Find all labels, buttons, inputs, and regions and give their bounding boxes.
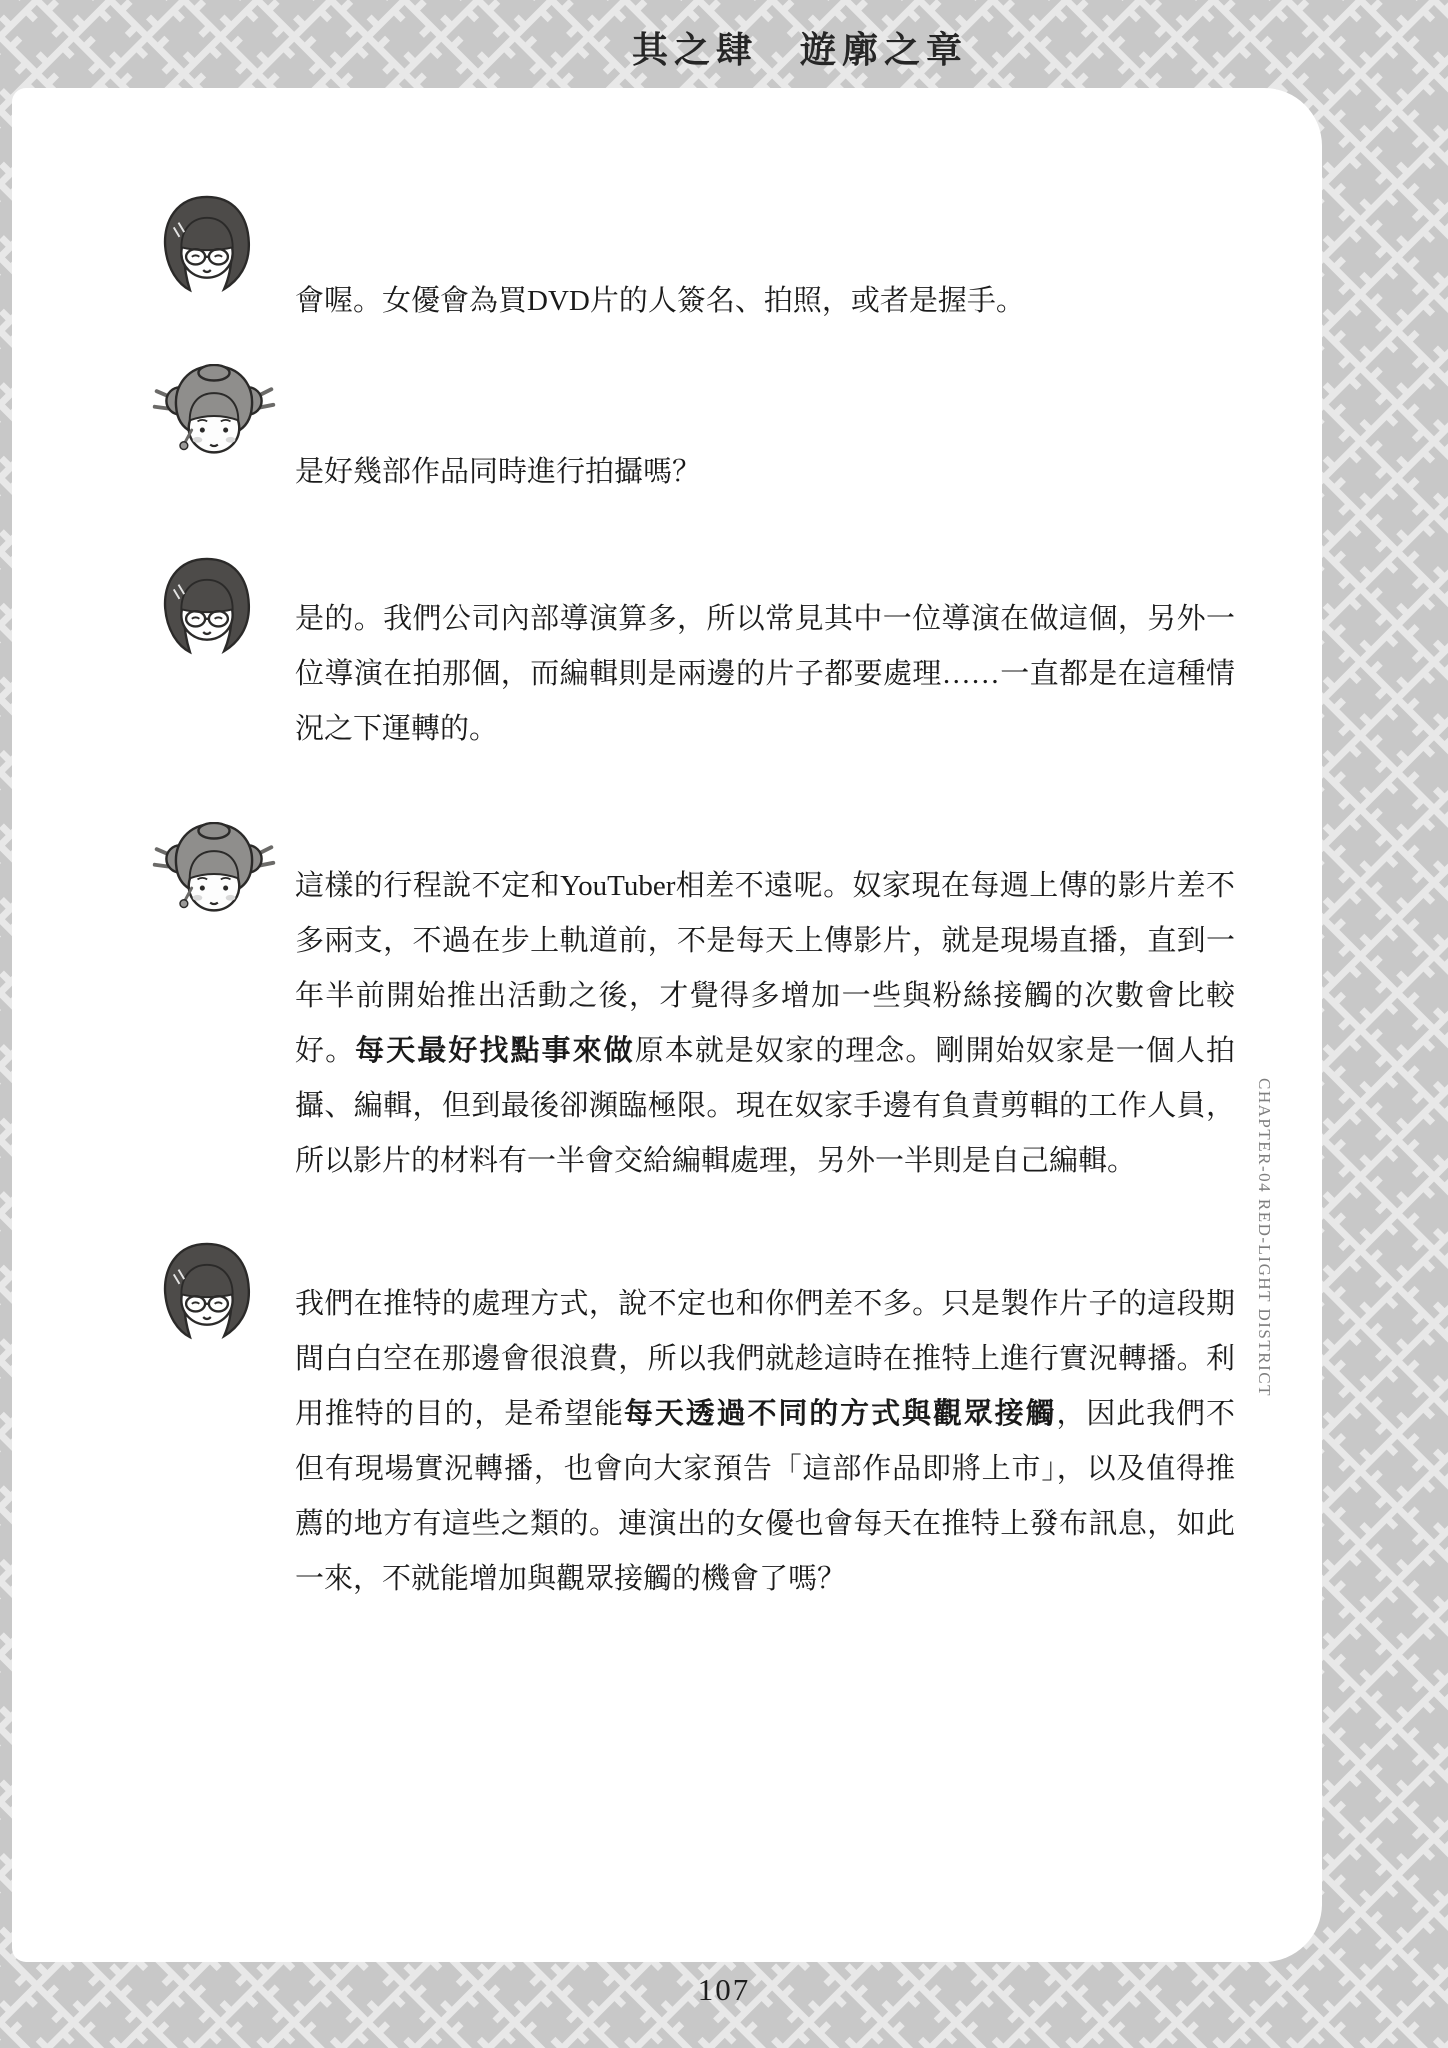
page-sheet bbox=[12, 88, 1322, 1962]
dialogue-segment: 是的。我們公司內部導演算多，所以常見其中一位導演在做這個，另外一位導演在拍那個，而編輯則是兩邊的片子都要處理……一直都是在這種情況之下運轉的。 bbox=[295, 603, 1235, 745]
glasses-woman-avatar bbox=[150, 193, 264, 293]
dialogue-segment: 每天透過不同的方式與觀眾接觸 bbox=[623, 1398, 1057, 1430]
speaker-avatar bbox=[150, 555, 295, 655]
dialogue-segment: 是好幾部作品同時進行拍攝嗎？ bbox=[295, 456, 702, 488]
dialogue-segment: 會喔。女優會為買DVD片的人簽名、拍照，或者是握手。 bbox=[295, 285, 1025, 317]
dialogue-segment: 每天最好找點事來做 bbox=[355, 1035, 635, 1067]
speaker-avatar bbox=[150, 822, 295, 924]
dialogue-entry bbox=[150, 563, 1240, 786]
dialogue-text bbox=[295, 859, 1235, 1189]
oiran-avatar bbox=[150, 822, 278, 924]
dialogue-entry bbox=[150, 830, 1240, 1218]
dialogue-text bbox=[295, 592, 1235, 757]
speaker-avatar bbox=[150, 364, 295, 466]
dialogue-segment: 我們在推特的處理方式，說不定也和你們差不多。只是製作片子的這段期間白白空在那邊會很浪費，所以我們就趁這時在推特上進行實況轉播。利用推特的目的，是希望能 bbox=[295, 1288, 1235, 1430]
page-number: 107 bbox=[697, 1972, 751, 2007]
dialogue-segment: 這樣的行程說不定和YouTuber相差不遠呢。奴家現在每週上傳的影片差不多兩支，不過在步上軌道前，不是每天上傳影片，就是現場直播，直到一年半前開始推出活動之後，才覺得多增加一些與粉絲接觸的次數會比較好。 bbox=[295, 870, 1235, 1067]
chapter-side-label: CHAPTER-04 RED-LIGHT DISTRICT bbox=[1255, 1078, 1274, 1397]
chapter-title: 其之肆 遊廓之章 bbox=[631, 29, 968, 70]
oiran-avatar bbox=[150, 364, 278, 466]
speaker-avatar bbox=[150, 193, 295, 293]
dialogue-text bbox=[295, 1277, 1235, 1607]
dialogue-segment: 原本就是奴家的理念。剛開始奴家是一個人拍攝、編輯，但到最後卻瀕臨極限。現在奴家手邊有負責剪輯的工作人員，所以影片的材料有一半會交給編輯處理，另外一半則是自己編輯。 bbox=[295, 1035, 1235, 1177]
dialogue-text bbox=[295, 445, 1235, 500]
dialogue-entry bbox=[150, 1248, 1240, 1636]
glasses-woman-avatar bbox=[150, 555, 264, 655]
dialogue-text bbox=[295, 274, 1235, 329]
speaker-avatar bbox=[150, 1240, 295, 1340]
glasses-woman-avatar bbox=[150, 1240, 264, 1340]
dialogue-segment: ，因此我們不但有現場實況轉播，也會向大家預告「這部作品即將上市」，以及值得推薦的地方有這些之類的。連演出的女優也會每天在推特上發布訊息，如此一來，不就能增加與觀眾接觸的機會了嗎？ bbox=[295, 1398, 1235, 1595]
dialogue-entry bbox=[150, 416, 1240, 529]
dialogue-list bbox=[150, 245, 1240, 1636]
dialogue-entry bbox=[150, 245, 1240, 358]
